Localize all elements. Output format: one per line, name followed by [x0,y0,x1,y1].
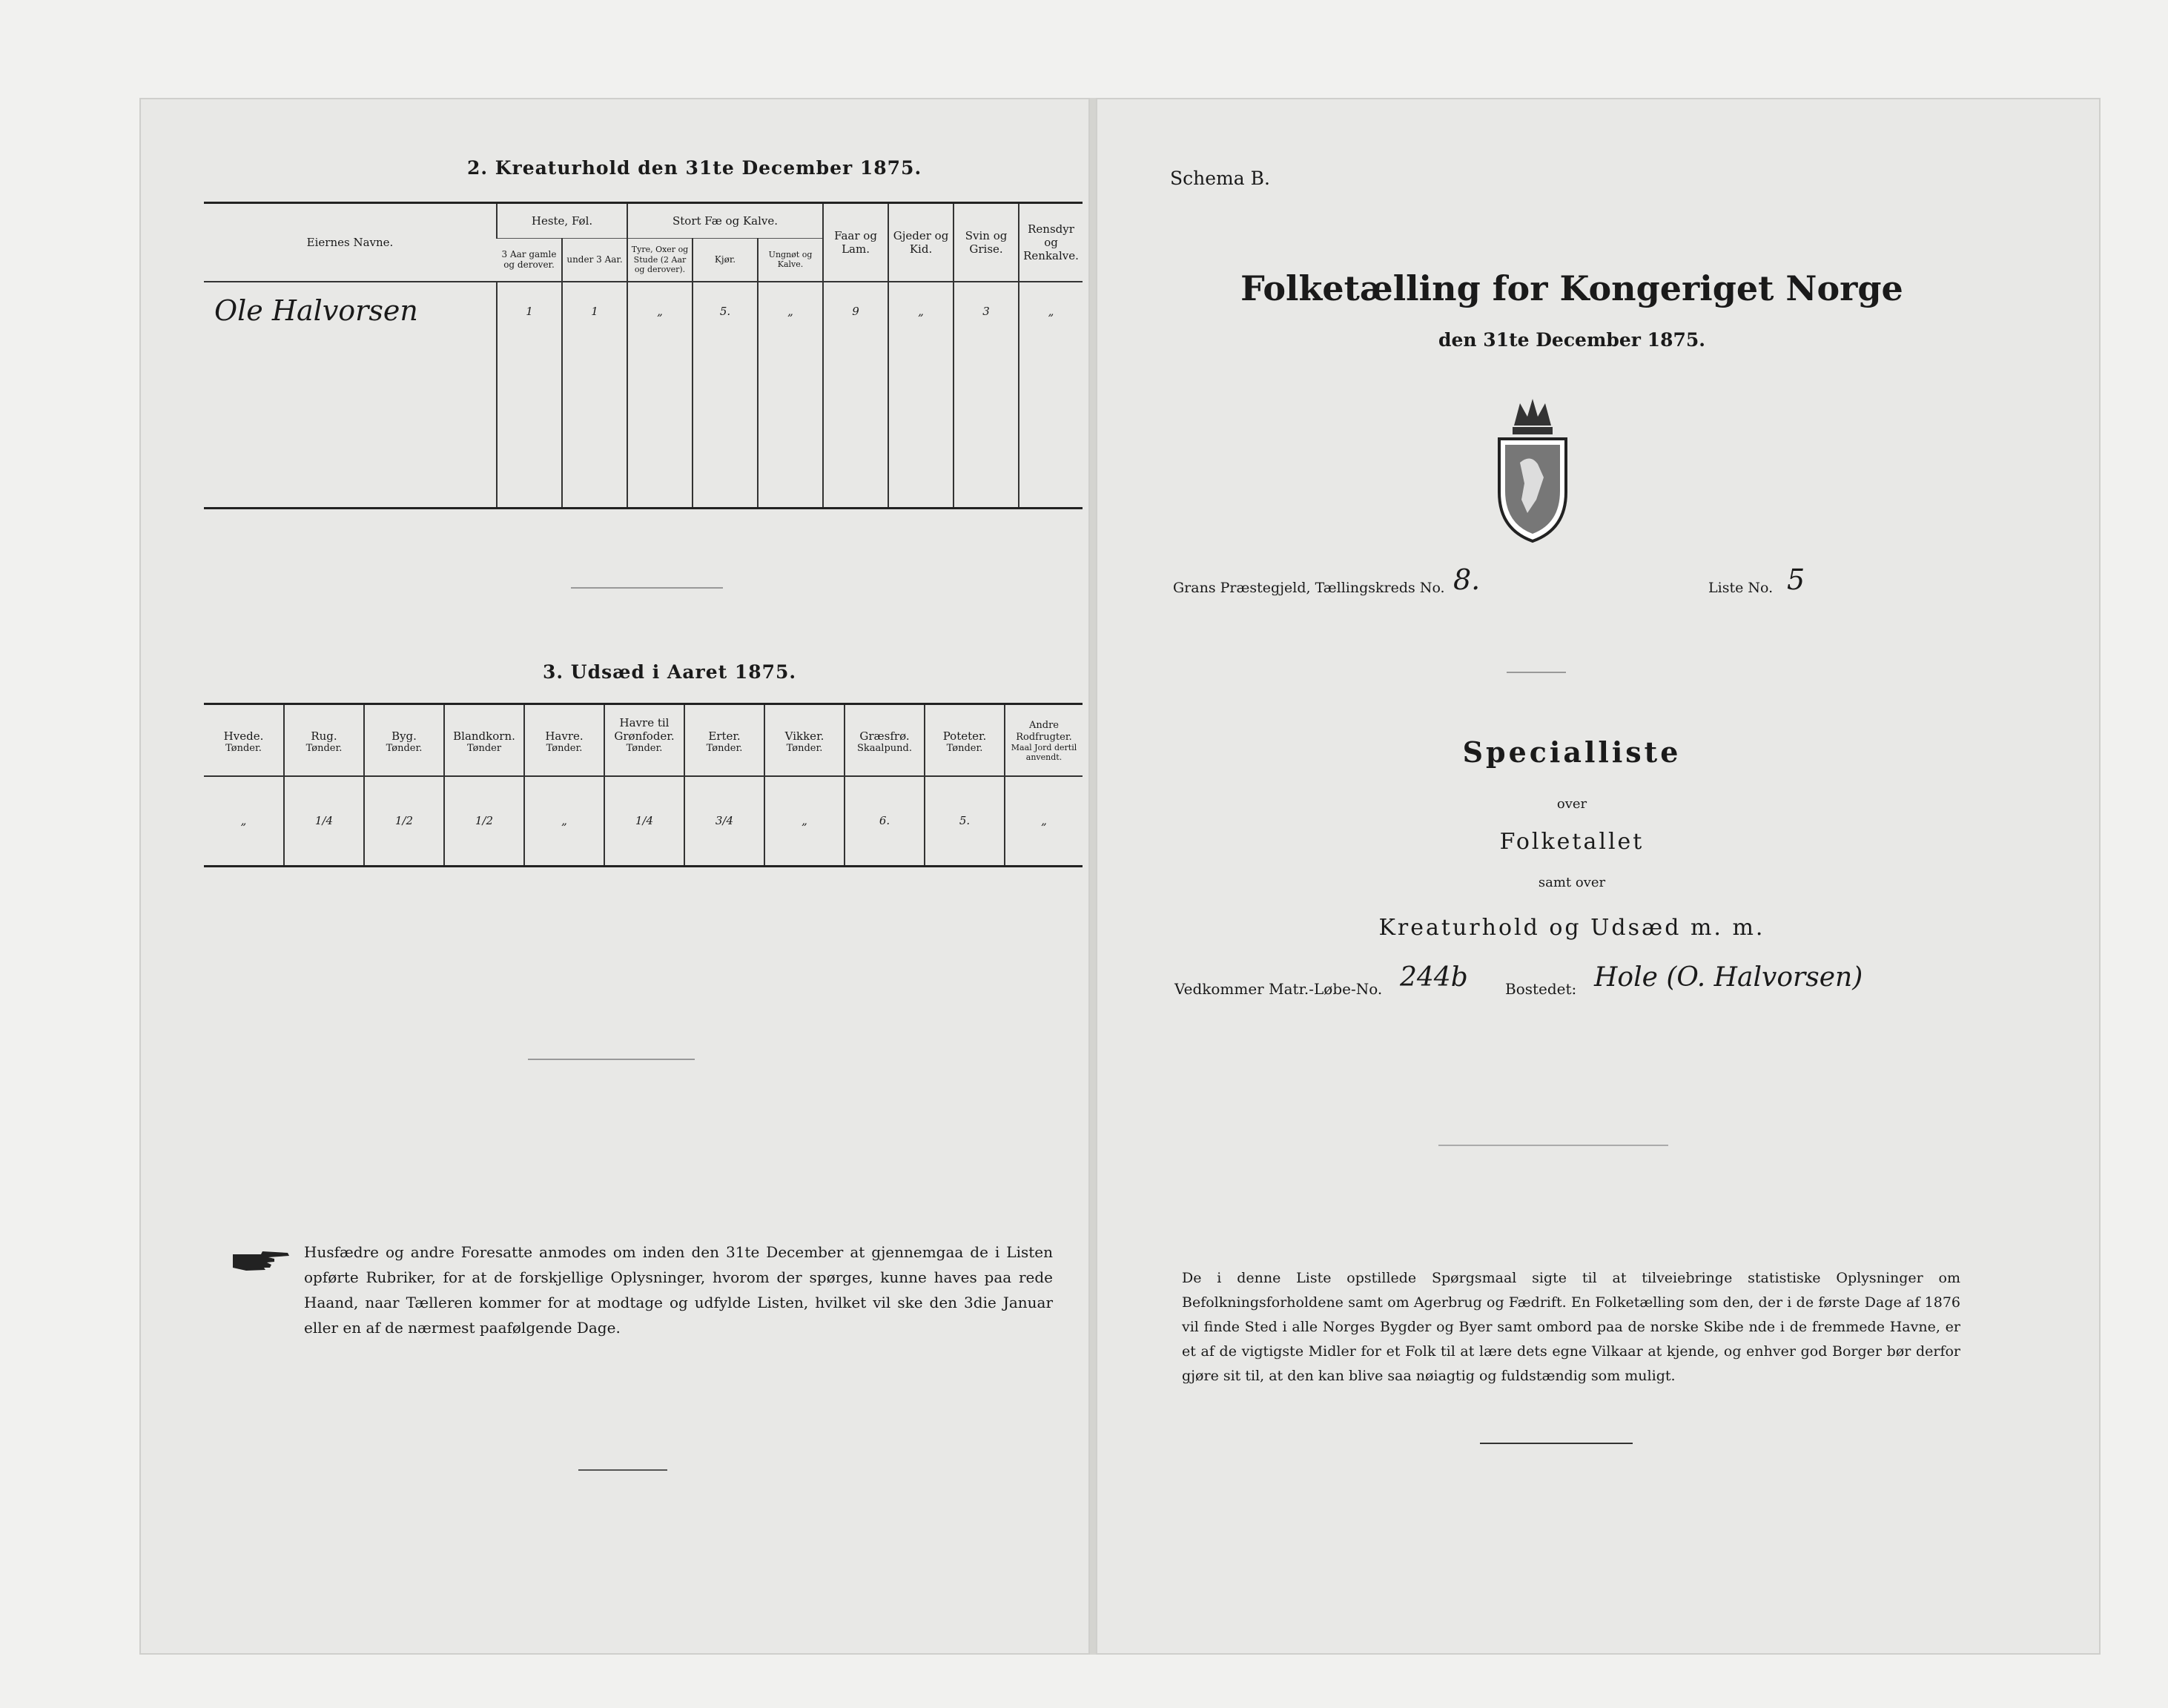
crop-header: Blandkorn. [444,704,524,744]
divider [528,1059,695,1060]
crop-header: Byg. [364,704,444,744]
divider [1507,672,1566,673]
group-heste-header: Heste, Føl. [497,203,627,239]
value-cell: 6. [845,776,925,867]
livestock-table [204,202,1083,509]
unit-label: Tønder [444,743,524,776]
unit-label: Tønder. [604,743,684,776]
divider [1438,1145,1668,1146]
bosted-value: Hole (O. Halvorsen) [1594,962,1863,993]
crop-header: Erter. [684,704,764,744]
crop-header: Andre Rodfrugter. [1005,704,1083,744]
value-cell: „ [764,776,845,867]
group-stortfae-header: Stort Fæ og Kalve. [627,203,823,239]
unit-label: Tønder. [764,743,845,776]
unit-row [204,743,1083,776]
value-cell: „ [1019,282,1083,341]
liste-label: Liste No. [1708,580,1774,596]
seed-table [204,703,1083,867]
kreds-number: 8. [1453,563,1481,596]
value-cell: „ [1005,776,1083,867]
col-tyre-header: Tyre, Oxer og Stude (2 Aar og derover). [627,239,693,282]
value-cell: 1/2 [444,776,524,867]
value-cell: 1/2 [364,776,444,867]
bosted-label: Bostedet: [1505,980,1577,998]
census-date: den 31te December 1875. [1438,329,1705,351]
explanation-text: De i denne Liste opstillede Spørgsmaal sigte til at tilveiebringe statistiske Oplysninger om Befolkningsforholdene samt om Agerbrug og Fædrift. En Folketælling som den, der i de første Dage af 1876 vil finde Sted i alle Norges Bygder og Byer samt ombord paa de norske Skibe nde i de fremmede Havne, er et af de vigtigste Midler for et Folk til at lære dets egne Vilkaar at kjende, og enhver god Borger bør derfor gjøre sit til, at den kan blive saa nøiagtig og fuldstændig som muligt. [1182,1270,1960,1384]
table-row [204,341,1083,509]
value-cell: 5. [693,282,758,341]
parish-label: Grans Præstegjeld, Tællingskreds No. [1173,580,1445,596]
census-title: Folketælling for Kongeriget Norge [1240,268,1903,308]
owner-header: Eiernes Navne. [204,203,497,282]
value-cell: 3/4 [684,776,764,867]
unit-label: Maal Jord dertil anvendt. [1005,743,1083,776]
crop-name-row [204,704,1083,744]
crop-header: Græsfrø. [845,704,925,744]
value-cell: „ [758,282,823,341]
value-cell: „ [524,776,604,867]
unit-label: Skaalpund. [845,743,925,776]
crop-header: Havre. [524,704,604,744]
value-cell: 1 [562,282,627,341]
notice-text: Husfædre og andre Foresatte anmodes om inden den 31te December at gjennemgaa de i Listen opførte Rubriker, for at de forskjellige Oplysninger, hvorom der spørges, kunne haves paa rede Haand, naar Tælleren kommer for at modtage og udfylde Listen, hvilket vil ske den 3die Januar eller en af de nærmest paafølgende Dage. [304,1243,1053,1337]
crop-header: Hvede. [223,729,264,744]
crop-header: Vikker. [764,704,845,744]
table-row [204,282,1083,341]
section2-heading: 2. Kreaturhold den 31te December 1875. [467,157,922,179]
value-cell: 1 [497,282,562,341]
crop-header: Poteter. [925,704,1005,744]
folketallet-text: Folketallet [1499,829,1645,855]
specialliste-heading: Specialliste [1462,735,1682,769]
matr-number: 244b [1400,962,1468,993]
unit-label: Tønder. [524,743,604,776]
col-kjor-header: Kjør. [693,239,758,282]
schema-label: Schema B. [1170,168,1270,189]
divider [1480,1443,1633,1444]
page-fold [1090,98,1096,1655]
col-svin-header: Svin og Grise. [954,203,1019,282]
unit-label: Tønder. [364,743,444,776]
coat-of-arms-icon [1492,396,1573,544]
section3-heading: 3. Udsæd i Aaret 1875. [543,661,797,683]
divider [578,1469,667,1471]
col-under3-header: under 3 Aar. [562,239,627,282]
value-cell: 5. [925,776,1005,867]
unit-label: Tønder. [204,743,284,776]
col-3aar-header: 3 Aar gamle og derover. [497,239,562,282]
value-cell: 1/4 [284,776,364,867]
value-cell: „ [627,282,693,341]
over-text: over [1556,796,1587,812]
pointing-hand-icon [231,1247,291,1274]
kreaturhold-text: Kreaturhold og Udsæd m. m. [1378,915,1765,941]
table-row [204,776,1083,867]
crop-header: Rug. [284,704,364,744]
col-faar-header: Faar og Lam. [823,203,888,282]
owner-name: Ole Halvorsen [214,294,418,328]
value-cell: „ [888,282,954,341]
value-cell: 9 [823,282,888,341]
value-cell: 3 [954,282,1019,341]
col-rensdyr-header: Rensdyr og Renkalve. [1019,203,1083,282]
col-ungnot-header: Ungnøt og Kalve. [758,239,823,282]
samt-over-text: samt over [1538,875,1606,890]
crop-header: Havre til Grønfoder. [604,704,684,744]
liste-number: 5 [1787,563,1805,596]
unit-label: Tønder. [684,743,764,776]
value-cell: „ [240,814,247,828]
matr-label: Vedkommer Matr.-Løbe-No. [1174,980,1383,998]
value-cell: 1/4 [604,776,684,867]
col-gjeder-header: Gjeder og Kid. [888,203,954,282]
unit-label: Tønder. [284,743,364,776]
unit-label: Tønder. [925,743,1005,776]
divider [571,587,723,589]
